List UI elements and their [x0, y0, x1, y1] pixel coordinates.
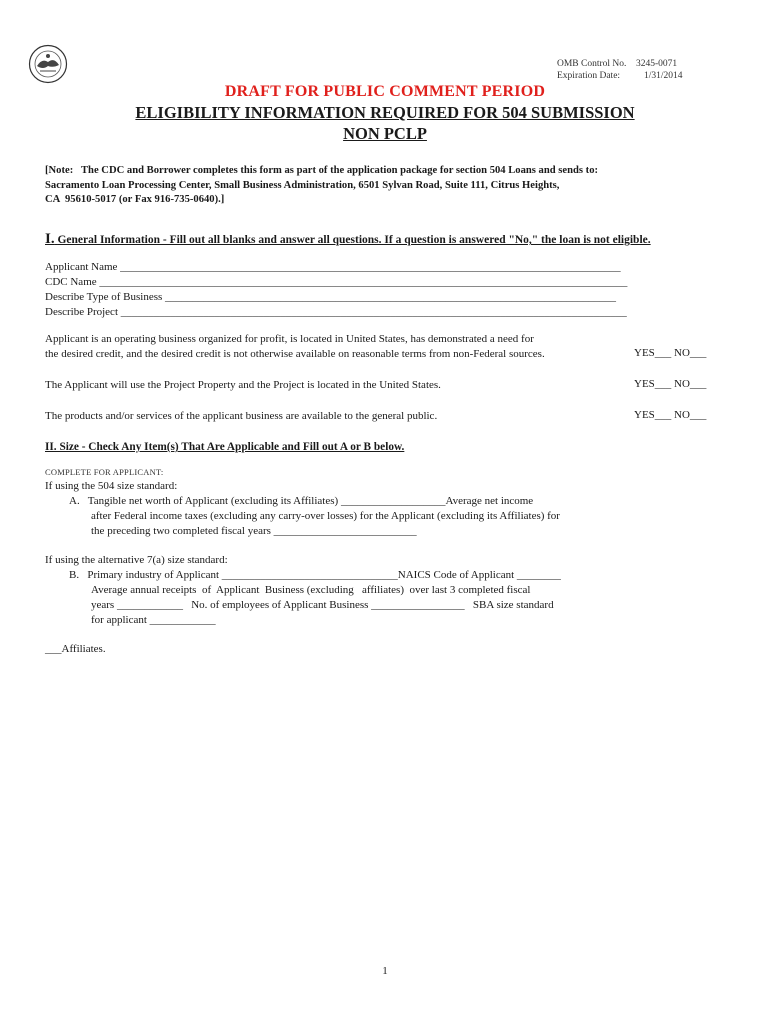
question-1-line-1: Applicant is an operating business organized for profit, is located in United States, has demonstrated a need for	[45, 333, 534, 345]
section-1-roman: I.	[45, 231, 55, 247]
project-field[interactable]: Describe Project ____________________________________________________________________________________________	[45, 306, 627, 318]
title-line-2: NON PCLP	[343, 124, 427, 143]
omb-block	[557, 58, 683, 82]
option-b-line-4[interactable]: for applicant ____________	[91, 614, 216, 626]
question-1	[45, 332, 545, 362]
omb-control-label: OMB Control No.	[557, 59, 627, 69]
question-1-line-2: the desired credit, and the desired credit is not otherwise available on reasonable terms from non-Federal sources.	[45, 348, 545, 360]
section-1-heading-text: General Information - Fill out all blanks and answer all questions. If a question is answered "No," the loan is not eligible.	[57, 234, 651, 246]
option-a-line-3[interactable]: the preceding two completed fiscal years __________________________	[91, 525, 417, 537]
note-block	[45, 164, 735, 208]
option-a-intro: If using the 504 size standard:	[45, 480, 178, 492]
note-line-3: CA 95610-5017 (or Fax 916-735-0640).]	[45, 194, 225, 205]
affiliates-checkbox[interactable]: ___Affiliates.	[45, 643, 106, 655]
business-type-field[interactable]: Describe Type of Business __________________________________________________________________________________	[45, 291, 617, 303]
cdc-name-field[interactable]: CDC Name ________________________________________________________________________________________________	[45, 276, 628, 288]
question-2-yes-no[interactable]: YES___ NO___	[634, 378, 707, 390]
sba-seal-icon	[28, 44, 68, 84]
question-3-yes-no[interactable]: YES___ NO___	[634, 409, 707, 421]
option-b-line-2: Average annual receipts of Applicant Business (excluding affiliates) over last 3 completed fiscal	[91, 584, 531, 596]
question-3: The products and/or services of the applicant business are available to the general public.	[45, 410, 438, 422]
expiration-label: Expiration Date:	[557, 71, 621, 81]
title-line-1: ELIGIBILITY INFORMATION REQUIRED FOR 504 SUBMISSION	[135, 103, 635, 122]
option-b-line-3[interactable]: years ____________ No. of employees of Applicant Business _________________ SBA size standard	[91, 599, 554, 611]
option-b-intro: If using the alternative 7(a) size standard:	[45, 554, 228, 566]
option-b-line-1[interactable]: B. Primary industry of Applicant ________________________________NAICS Code of Applicant ________	[69, 569, 561, 581]
section-1-heading	[45, 231, 651, 248]
note-line-2: Sacramento Loan Processing Center, Small Business Administration, 6501 Sylvan Road, Suite 111, Citrus Heights,	[45, 179, 560, 191]
complete-for-applicant-label: COMPLETE FOR APPLICANT:	[45, 467, 164, 477]
omb-control-value: 3245-0071	[636, 59, 678, 69]
option-a-line-1[interactable]: A. Tangible net worth of Applicant (excluding its Affiliates) ___________________Average net income	[69, 495, 534, 507]
note-line-1: [Note: The CDC and Borrower completes this form as part of the application package for section 504 Loans and sends to:	[45, 165, 599, 176]
question-2: The Applicant will use the Project Property and the Project is located in the United States.	[45, 379, 441, 391]
page-number: 1	[382, 965, 388, 977]
section-2-heading: II. Size - Check Any Item(s) That Are Applicable and Fill out A or B below.	[45, 441, 405, 453]
question-1-yes-no[interactable]: YES___ NO___	[634, 347, 707, 359]
page-title	[0, 102, 770, 144]
expiration-value: 1/31/2014	[644, 71, 683, 81]
draft-banner: DRAFT FOR PUBLIC COMMENT PERIOD	[224, 83, 546, 100]
option-a-line-2: after Federal income taxes (excluding any carry-over losses) for the Applicant (excluding its Affiliates) for	[91, 510, 560, 522]
applicant-name-field[interactable]: Applicant Name ___________________________________________________________________________________________	[45, 261, 621, 273]
